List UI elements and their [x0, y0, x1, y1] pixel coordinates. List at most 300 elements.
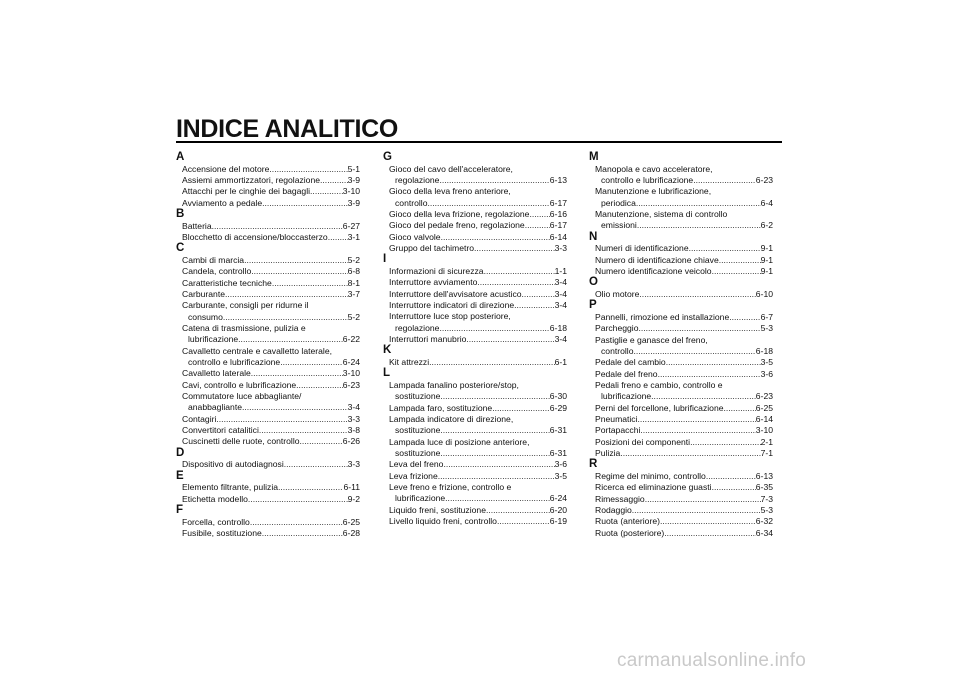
dot-leader	[440, 448, 549, 459]
dot-leader	[328, 232, 348, 243]
page-number: 6-26	[342, 436, 360, 447]
dot-leader	[310, 186, 343, 197]
entry-text: Kit attrezzi	[389, 356, 430, 367]
entry-line	[389, 493, 567, 504]
entry-text: Perni del forcellone, lubrificazione	[595, 402, 724, 413]
index-entry	[589, 425, 773, 436]
entry-line	[389, 414, 567, 425]
section-letter: E	[176, 469, 184, 482]
entry-text: Batteria	[182, 220, 212, 231]
entry-line	[595, 482, 773, 493]
dot-leader	[216, 414, 347, 425]
index-entry	[383, 380, 567, 403]
entry-text: controllo e lubrificazione	[188, 356, 281, 367]
entry-text: controllo e lubrificazione	[601, 174, 694, 185]
index-entry	[176, 391, 360, 414]
entry-text: Attacchi per le cinghie dei bagagli	[182, 186, 311, 197]
dot-leader	[248, 494, 348, 505]
entry-text: controllo	[395, 197, 428, 208]
section-letter: R	[589, 458, 598, 471]
page-number: 6-18	[549, 322, 567, 333]
entry-line	[595, 243, 773, 254]
entry-text: Portapacchi	[595, 425, 641, 436]
section-letter: B	[176, 207, 185, 220]
entry-line	[389, 403, 567, 414]
index-entry	[383, 403, 567, 414]
page-number: 6-11	[343, 482, 360, 493]
entry-line	[389, 175, 567, 186]
entry-line	[182, 402, 360, 413]
section-letter: F	[176, 503, 184, 516]
entry-line	[595, 369, 773, 380]
entry-text: Ruota (posteriore)	[595, 527, 665, 538]
page-number: 6-28	[342, 527, 360, 538]
dot-leader	[712, 482, 756, 493]
page-number: 6-2	[760, 220, 773, 231]
index-entry	[176, 300, 360, 323]
dot-leader	[514, 300, 554, 311]
index-entry	[589, 266, 773, 277]
entry-text: Cambi di marcia	[182, 254, 245, 265]
dot-leader	[729, 312, 760, 323]
dot-leader	[225, 289, 348, 300]
dot-leader	[484, 266, 555, 277]
dot-leader	[441, 232, 550, 243]
entry-text: Convertitori catalitici	[182, 425, 259, 435]
index-entry	[589, 482, 773, 493]
index-entry	[383, 459, 567, 470]
page-number: 8-1	[347, 277, 360, 288]
dot-leader	[645, 494, 761, 505]
index-entry	[589, 357, 773, 368]
entry-text: Gioco valvole	[389, 231, 441, 242]
entry-text: sostituzione	[395, 391, 441, 402]
entry-text: Ricerca ed eliminazione guasti	[595, 482, 712, 493]
page-number: 6-19	[549, 516, 567, 526]
entry-text: Fusibile, sostituzione	[182, 527, 262, 538]
index-entry	[589, 335, 773, 358]
section-letter: P	[589, 299, 597, 312]
index-entry	[176, 425, 360, 436]
index-entry	[176, 232, 360, 243]
dot-leader	[242, 402, 348, 413]
entry-text: consumo	[188, 311, 223, 322]
entry-line	[595, 494, 773, 505]
index-entry	[383, 164, 567, 187]
entry-text: Carburante	[182, 288, 225, 299]
index-entry	[176, 198, 360, 209]
entry-line	[389, 243, 567, 254]
entry-text: Pedale del cambio	[595, 357, 666, 368]
entry-text: controllo	[601, 345, 634, 356]
dot-leader	[666, 357, 761, 368]
section-letter: I	[383, 253, 387, 266]
entry-line	[182, 300, 360, 311]
dot-leader	[638, 323, 760, 334]
dot-leader	[440, 391, 549, 402]
entry-text: Pedali freno e cambio, controllo e	[595, 379, 723, 390]
entry-line	[389, 448, 567, 459]
entry-text: Parcheggio	[595, 323, 639, 334]
dot-leader	[438, 471, 555, 482]
page-number: 9-1	[760, 254, 773, 265]
section-letter: A	[176, 151, 185, 163]
page-number: 6-23	[342, 379, 360, 390]
entry-text: Lampada fanalino posteriore/stop,	[389, 379, 519, 390]
entry-line	[389, 186, 567, 197]
page-number: 3-10	[342, 368, 360, 379]
entry-line	[595, 414, 773, 425]
entry-text: lubrificazione	[601, 391, 652, 402]
entry-line	[595, 209, 773, 220]
entry-text: Ruota (anteriore)	[595, 516, 660, 527]
index-entry	[383, 471, 567, 482]
page-number: 6-23	[755, 391, 773, 402]
entry-text: Pedale del freno	[595, 368, 658, 379]
entry-line	[595, 312, 773, 323]
dot-leader	[212, 221, 343, 232]
entry-line	[389, 425, 567, 436]
entry-line	[182, 232, 360, 243]
entry-text: lubrificazione	[395, 493, 446, 504]
index-entry	[383, 300, 567, 311]
index-entry	[383, 209, 567, 220]
watermark: carmanualsonline.info	[617, 650, 807, 671]
entry-line	[182, 368, 360, 379]
entry-line	[182, 459, 360, 470]
section-letter: C	[176, 242, 185, 255]
entry-text: Interruttore avviamento	[389, 277, 478, 288]
page-number: 3-4	[554, 288, 567, 299]
page-number: 6-7	[760, 311, 773, 322]
entry-text: Carburante, consigli per ridurne il	[182, 300, 309, 311]
page-number: 3-1	[347, 231, 360, 242]
index-entry	[383, 220, 567, 231]
entry-text: Manutenzione, sistema di controllo	[595, 208, 728, 219]
page-number: 5-2	[347, 311, 360, 322]
page-number: 6-31	[549, 447, 567, 458]
dot-leader	[280, 357, 343, 368]
entry-line	[182, 436, 360, 447]
entry-text: emissioni	[601, 220, 637, 231]
index-entry	[383, 334, 567, 345]
dot-leader	[439, 323, 549, 334]
index-entry	[176, 494, 360, 505]
entry-text: Gioco del cavo dell'acceleratore,	[389, 163, 513, 174]
index-entry	[176, 436, 360, 447]
entry-text: Etichetta modello	[182, 493, 248, 504]
entry-text: Livello liquido freni, controllo	[389, 516, 497, 526]
entry-line	[389, 198, 567, 209]
index-entry	[383, 357, 567, 368]
page-number: 6-13	[755, 470, 773, 481]
entry-text: Gioco della leva freno anteriore,	[389, 186, 511, 197]
index-entry	[589, 528, 773, 539]
entry-line	[595, 220, 773, 231]
dot-leader	[633, 346, 755, 357]
entry-line	[182, 198, 360, 209]
page-title: INDICE ANALITICO	[176, 115, 399, 143]
entry-line	[595, 448, 773, 459]
entry-text: Forcella, controllo	[182, 516, 250, 527]
dot-leader	[272, 278, 348, 289]
index-entry	[176, 528, 360, 539]
entry-text: Catena di trasmissione, pulizia e	[182, 322, 306, 333]
dot-leader	[689, 243, 761, 254]
index-entry	[176, 289, 360, 300]
entry-text: Dispositivo di autodiagnosi	[182, 459, 284, 470]
page-number: 3-8	[347, 425, 360, 435]
dot-leader	[639, 289, 755, 300]
page-number: 2-1	[760, 436, 773, 447]
page-number: 6-29	[549, 402, 567, 413]
entry-line	[595, 471, 773, 482]
entry-line	[389, 220, 567, 231]
dot-leader	[238, 334, 343, 345]
entry-line	[182, 380, 360, 391]
dot-leader	[636, 198, 761, 209]
entry-line	[595, 516, 773, 527]
dot-leader	[320, 175, 348, 186]
page-number: 5-2	[347, 254, 360, 265]
entry-line	[389, 232, 567, 243]
entry-line	[595, 186, 773, 197]
entry-text: Leve freno e frizione, controllo e	[389, 481, 512, 492]
entry-text: Informazioni di sicurezza	[389, 265, 484, 276]
entry-line	[389, 311, 567, 322]
entry-line	[182, 164, 360, 175]
dot-leader	[640, 425, 755, 436]
index-column-2	[383, 152, 567, 527]
index-entry	[383, 437, 567, 460]
entry-text: Numero identificazione veicolo	[595, 265, 712, 276]
entry-line	[595, 528, 773, 539]
entry-text: Liquido freni, sostituzione	[389, 504, 486, 515]
dot-leader	[497, 516, 550, 527]
index-entry	[383, 243, 567, 254]
entry-line	[182, 255, 360, 266]
entry-text: regolazione	[395, 322, 440, 333]
page-number: 3-3	[347, 459, 360, 470]
entry-text: regolazione	[395, 174, 440, 185]
page-number: 6-25	[755, 402, 773, 413]
page-number: 3-4	[554, 277, 567, 288]
entry-line	[389, 323, 567, 334]
entry-line	[389, 505, 567, 516]
index-entry	[589, 186, 773, 209]
index-entry	[589, 403, 773, 414]
entry-text: Rodaggio	[595, 504, 632, 515]
index-entry	[383, 505, 567, 516]
dot-leader	[651, 391, 756, 402]
entry-text: Gioco del pedale freno, regolazione	[389, 220, 525, 231]
entry-text: Gioco della leva frizione, regolazione	[389, 208, 530, 219]
page-number: 6-16	[549, 208, 567, 219]
dot-leader	[477, 277, 554, 288]
dot-leader	[664, 528, 756, 539]
entry-line	[389, 300, 567, 311]
dot-leader	[251, 266, 347, 277]
entry-text: Candela, controllo	[182, 266, 252, 277]
page-number: 3-6	[760, 368, 773, 379]
entry-line	[389, 459, 567, 470]
entry-line	[595, 266, 773, 277]
entry-line	[595, 391, 773, 402]
page-number: 6-30	[549, 391, 567, 402]
page-number: 7-3	[760, 493, 773, 504]
entry-text: Numero di identificazione chiave	[595, 254, 719, 265]
index-entry	[589, 289, 773, 300]
dot-leader	[223, 312, 348, 323]
index-entry	[176, 482, 360, 493]
page-number: 6-17	[549, 197, 567, 208]
dot-leader	[244, 255, 347, 266]
entry-line	[182, 334, 360, 345]
dot-leader	[259, 425, 348, 436]
dot-leader	[724, 403, 756, 414]
index-entry	[589, 323, 773, 334]
dot-leader	[251, 368, 343, 379]
page-number: 3-5	[760, 357, 773, 368]
dot-leader	[525, 220, 550, 231]
index-entry	[176, 221, 360, 232]
entry-text: Avviamento a pedale	[182, 197, 263, 208]
index-entry	[383, 277, 567, 288]
index-column-1	[176, 152, 360, 539]
entry-line	[595, 346, 773, 357]
index-entry	[589, 380, 773, 403]
entry-line	[182, 186, 360, 197]
entry-line	[182, 528, 360, 539]
entry-text: Pneumatici	[595, 413, 638, 424]
entry-line	[595, 198, 773, 209]
entry-text: Elemento filtrante, pulizia	[182, 482, 279, 493]
entry-text: periodica	[601, 197, 636, 208]
dot-leader	[486, 505, 550, 516]
entry-text: Posizioni dei componenti	[595, 436, 691, 447]
page-number: 6-1	[554, 356, 567, 367]
index-entry	[176, 278, 360, 289]
index-entry	[176, 266, 360, 277]
page-number: 6-14	[549, 231, 567, 242]
entry-text: Commutatore luce abbagliante/	[182, 390, 302, 401]
section-letter: D	[176, 446, 185, 459]
dot-leader	[638, 414, 756, 425]
entry-text: lubrificazione	[188, 334, 239, 345]
entry-line	[389, 277, 567, 288]
dot-leader	[466, 334, 554, 345]
entry-line	[389, 266, 567, 277]
entry-line	[182, 312, 360, 323]
entry-line	[595, 164, 773, 175]
page-number: 3-10	[755, 425, 773, 436]
page-number: 6-4	[760, 197, 773, 208]
index-entry	[176, 368, 360, 379]
index-entry	[383, 186, 567, 209]
entry-text: Leva del freno	[389, 459, 444, 470]
index-entry	[176, 414, 360, 425]
index-entry	[176, 175, 360, 186]
index-entry	[589, 494, 773, 505]
entry-text: Olio motore	[595, 288, 640, 299]
index-entry	[589, 471, 773, 482]
index-entry	[383, 311, 567, 334]
entry-text: Regime del minimo, controllo	[595, 470, 706, 481]
dot-leader	[284, 459, 348, 470]
dot-leader	[439, 175, 549, 186]
entry-text: Pastiglie e ganasce del freno,	[595, 334, 708, 345]
entry-line	[389, 357, 567, 368]
entry-text: Lampada indicatore di direzione,	[389, 413, 514, 424]
page-number: 3-4	[554, 299, 567, 310]
index-entry	[589, 516, 773, 527]
index-entry	[589, 209, 773, 232]
entry-text: Assiemi ammortizzatori, regolazione	[182, 174, 321, 185]
entry-line	[182, 175, 360, 186]
dot-leader	[693, 175, 756, 186]
page-number: 6-14	[755, 413, 773, 424]
dot-leader	[269, 164, 347, 175]
entry-line	[182, 266, 360, 277]
dot-leader	[706, 471, 756, 482]
entry-line	[182, 391, 360, 402]
entry-text: Manopola e cavo acceleratore,	[595, 163, 713, 174]
entry-line	[389, 482, 567, 493]
page-number: 5-3	[760, 504, 773, 515]
index-entry	[589, 505, 773, 516]
entry-line	[595, 255, 773, 266]
dot-leader	[690, 437, 761, 448]
entry-line	[182, 414, 360, 425]
section-letter: N	[589, 230, 598, 243]
page-number: 6-35	[755, 482, 773, 493]
page-number: 6-13	[549, 174, 567, 185]
index-entry	[589, 312, 773, 323]
dot-leader	[429, 357, 554, 368]
page-number: 3-3	[347, 413, 360, 424]
entry-text: Caratteristiche tecniche	[182, 277, 272, 288]
entry-text: Blocchetto di accensione/bloccasterzo	[182, 231, 328, 242]
entry-line	[595, 505, 773, 516]
index-entry	[176, 346, 360, 369]
dot-leader	[529, 209, 549, 220]
page-number: 3-6	[554, 459, 567, 470]
page-number: 3-3	[554, 243, 567, 253]
page-number: 3-10	[342, 186, 360, 197]
dot-leader	[300, 436, 343, 447]
section-letter: O	[589, 276, 598, 289]
page-number: 6-24	[549, 493, 567, 504]
index-entry	[176, 164, 360, 175]
entry-text: anabbagliante	[188, 402, 243, 413]
entry-text: Lampada luce di posizione anteriore,	[389, 436, 530, 447]
page-number: 6-20	[549, 504, 567, 515]
index-entry	[589, 369, 773, 380]
index-column-3	[589, 152, 773, 539]
entry-line	[389, 380, 567, 391]
entry-text: Contagiri	[182, 413, 217, 424]
index-entry	[589, 414, 773, 425]
dot-leader	[262, 528, 343, 539]
dot-leader	[474, 243, 555, 254]
page-number: 9-2	[347, 493, 360, 504]
entry-line	[595, 289, 773, 300]
entry-text: Cavi, controllo e lubrificazione	[182, 379, 297, 390]
page-number: 6-22	[342, 334, 360, 345]
page-number: 6-31	[549, 425, 567, 436]
entry-line	[182, 289, 360, 300]
page-number: 6-17	[549, 220, 567, 231]
